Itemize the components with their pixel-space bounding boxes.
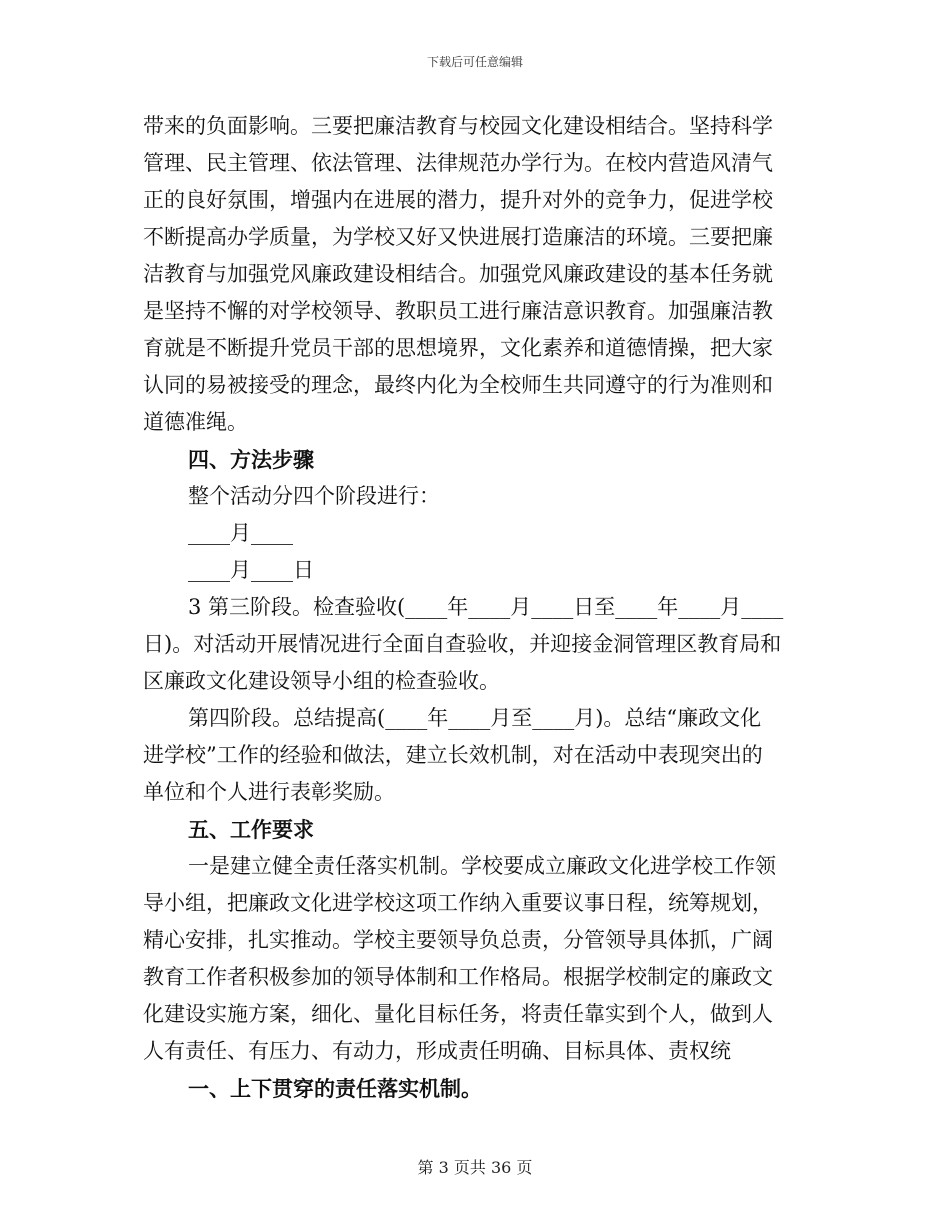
- text-line-21: 一是建立健全责任落实机制。学校要成立廉政文化进学校工作领: [188, 854, 776, 878]
- text-line-17: 第四阶段。总结提高(____年____月至____月)。总结“廉政文化: [188, 706, 762, 730]
- text-line-26: 人有责任、有压力、有动力，形成责任明确、目标具体、责权统: [143, 1039, 731, 1063]
- text-line-7: 育就是不断提升党员干部的思想境界，文化素养和道德情操，把大家: [143, 336, 773, 360]
- text-line-18: 进学校”工作的经验和做法，建立长效机制，对在活动中表现突出的: [143, 743, 763, 767]
- text-line-2: 管理、民主管理、依法管理、法律规范办学行为。在校内营造风清气: [143, 151, 773, 175]
- text-line-6: 是坚持不懈的对学校领导、教职员工进行廉洁意识教育。加强廉洁教: [143, 299, 773, 323]
- text-line-1: 带来的负面影响。三要把廉洁教育与校园文化建设相结合。坚持科学: [143, 114, 773, 138]
- text-line-19: 单位和个人进行表彰奖励。: [143, 780, 395, 804]
- text-line-25: 化建设实施方案，细化、量化目标任务，将责任靠实到个人，做到人: [143, 1002, 773, 1026]
- text-line-3: 正的良好氛围，增强内在进展的潜力，提升对外的竞争力，促进学校: [143, 188, 773, 212]
- text-line-9: 道德准绳。: [143, 410, 248, 434]
- section-heading-requirements: 五、工作要求: [188, 817, 314, 842]
- text-line-4: 不断提高办学质量，为学校又好又快进展打造廉洁的环境。三要把廉: [143, 225, 773, 249]
- text-line-22: 导小组，把廉政文化进学校这项工作纳入重要议事日程，统筹规划，: [143, 891, 773, 915]
- text-line-11: 整个活动分四个阶段进行：: [188, 484, 440, 508]
- text-line-14: 3 第三阶段。检查验收(____年____月____日至____年____月____: [188, 595, 784, 619]
- text-line-16: 区廉政文化建设领导小组的检查验收。: [143, 669, 500, 693]
- text-line-27: 一、上下贯穿的责任落实机制。: [188, 1076, 482, 1101]
- text-line-24: 教育工作者积极参加的领导体制和工作格局。根据学校制定的廉政文: [143, 965, 773, 989]
- document-body: [143, 108, 803, 1107]
- text-line-5: 洁教育与加强党风廉政建设相结合。加强党风廉政建设的基本任务就: [143, 262, 773, 286]
- text-line-8: 认同的易被接受的理念，最终内化为全校师生共同遵守的行为准则和: [143, 373, 773, 397]
- text-line-23: 精心安排，扎实推动。学校主要领导负总责，分管领导具体抓，广阔: [143, 928, 773, 952]
- section-heading-methods: 四、方法步骤: [188, 447, 314, 472]
- page-header: 下载后可任意编辑: [426, 55, 523, 69]
- text-line-12: ____月____: [188, 521, 293, 545]
- text-line-15: 日)。对活动开展情况进行全面自查验收，并迎接金洞管理区教育局和: [143, 632, 782, 656]
- page-footer: 第 3 页共 36 页: [417, 1158, 533, 1177]
- text-line-13: ____月____日: [188, 558, 314, 582]
